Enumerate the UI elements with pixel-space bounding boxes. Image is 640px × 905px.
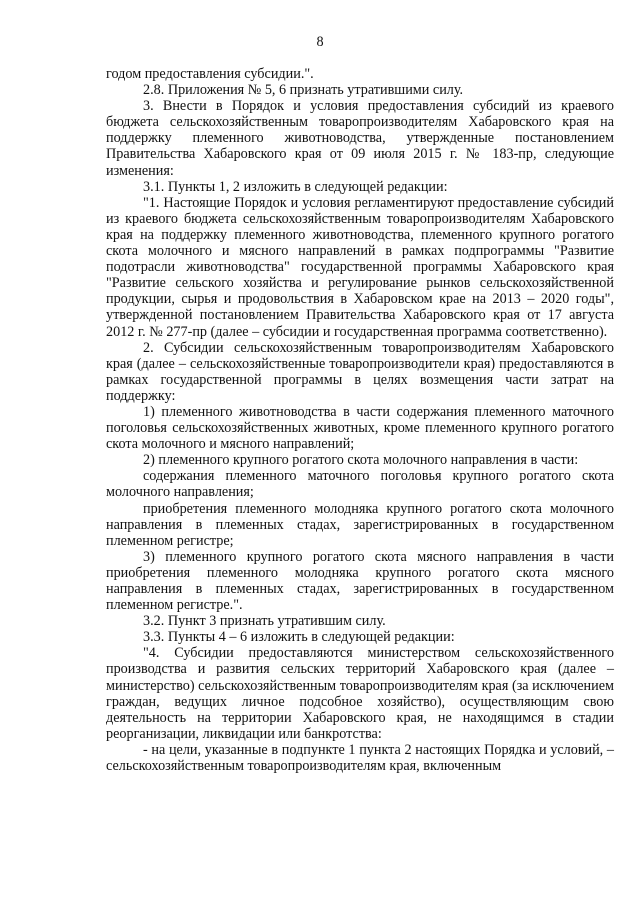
paragraph: содержания племенного маточного поголовья крупного рогатого скота молочного направления; xyxy=(106,468,614,501)
paragraph: "4. Субсидии предоставляются министерством сельскохозяйственного производства и развития сельских территорий Хабаровского края (далее – министерство) сельскохозяйственным товаропроизводителям края (за исключением граждан, ведущих личное подсобное хозяйство), осуществляющим свою деятельность на территории Хабаровского края, не находящимся в стадии реорганизации, ликвидации или банкротства: xyxy=(106,645,614,742)
paragraph: 3.1. Пункты 1, 2 изложить в следующей редакции: xyxy=(143,178,448,195)
paragraph: - на цели, указанные в подпункте 1 пункта 2 настоящих Порядка и условий, – сельскохозяйственным товаропроизводителям края, включенным xyxy=(106,741,614,775)
paragraph: 2) племенного крупного рогатого скота молочного направления в части: xyxy=(143,452,579,469)
paragraph: 3.3. Пункты 4 – 6 изложить в следующей редакции: xyxy=(143,629,455,646)
paragraph: 3) племенного крупного рогатого скота мясного направления в части приобретения племенного молодняка крупного рогатого скота мясного направления в племенных стадах, зарегистрированных в государственном племенном регистре.". xyxy=(106,548,614,614)
paragraph: "1. Настоящие Порядок и условия регламентируют предоставление субсидий из краевого бюджета сельскохозяйственным товаропроизводителям Хабаровского края на поддержку племенного животноводства, племенного крупного рогатого скота молочного и мясного направлений в рамках подпрограммы "Развитие подотрасли животноводства" государственной программы Хабаровского края "Развитие сельского хозяйства и регулирование рынков сельскохозяйственной продукции, сырья и продовольствия в Хабаровском крае на 2013 – 2020 годы", утвержденной постановлением Правительства Хабаровского края от 17 августа 2012 г. № 277-пр (далее – субсидии и государственная программа соответственно). xyxy=(106,194,614,340)
document-body xyxy=(106,66,614,774)
paragraph: 3. Внести в Порядок и условия предоставления субсидий из краевого бюджета сельскохозяйственным товаропроизводителям Хабаровского края на поддержку племенного животноводства, утвержденные постановлением Правительства Хабаровского края от 09 июля 2015 г. № 183-пр, следующие изменения: xyxy=(106,98,614,179)
page-number: 8 xyxy=(316,34,324,50)
paragraph: 2. Субсидии сельскохозяйственным товаропроизводителям Хабаровского края (далее – сельскохозяйственные товаропроизводители края) предоставляются в рамках государственной программы в целях возмещения части затрат на поддержку: xyxy=(106,339,614,404)
paragraph: 2.8. Приложения № 5, 6 признать утратившими силу. xyxy=(143,82,464,99)
paragraph: 1) племенного животноводства в части содержания племенного маточного поголовья сельскохозяйственных животных, кроме племенного крупного рогатого скота молочного и мясного направлений; xyxy=(106,403,614,453)
paragraph: 3.2. Пункт 3 признать утратившим силу. xyxy=(143,613,386,630)
paragraph: приобретения племенного молодняка крупного рогатого скота молочного направления в племенных стадах, зарегистрированных в государственном племенном регистре; xyxy=(106,500,614,549)
paragraph: годом предоставления субсидии.". xyxy=(106,66,314,82)
